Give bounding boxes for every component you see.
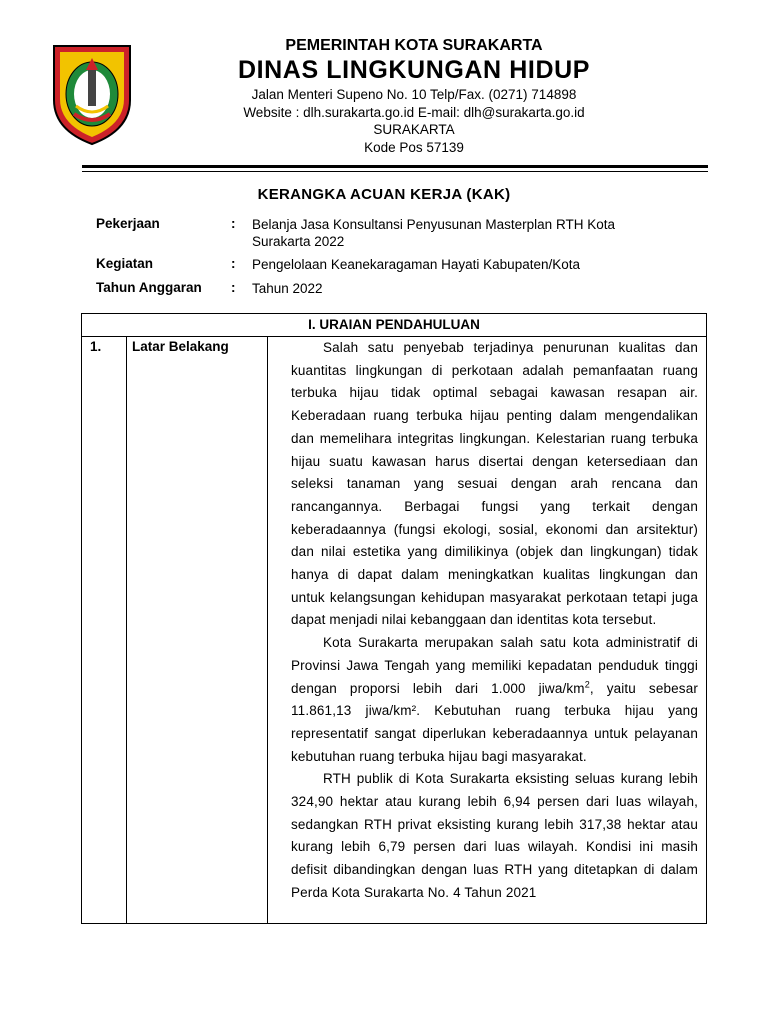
document-title: KERANGKA ACUAN KERJA (KAK) bbox=[257, 186, 511, 203]
kak-table bbox=[81, 313, 707, 924]
header-divider-thin bbox=[82, 171, 708, 172]
meta-value: Tahun 2022 bbox=[252, 281, 323, 296]
agency-name: DINAS LINGKUNGAN HIDUP bbox=[237, 56, 591, 84]
government-name: PEMERINTAH KOTA SURAKARTA bbox=[285, 37, 543, 54]
agency-address: Jalan Menteri Supeno No. 10 Telp/Fax. (0271) 714898 bbox=[251, 87, 577, 102]
row-content bbox=[268, 337, 707, 924]
meta-key: Kegiatan bbox=[96, 256, 154, 271]
paragraph-2 bbox=[291, 632, 698, 768]
meta-value: Pengelolaan Keanekaragaman Hayati Kabupaten/Kota bbox=[252, 257, 580, 272]
agency-web-email: Website : dlh.surakarta.go.id E-mail: dlh@surakarta.go.id bbox=[243, 105, 585, 120]
row-label: Latar Belakang bbox=[127, 337, 268, 924]
meta-key: Pekerjaan bbox=[96, 216, 160, 231]
superscript: 2 bbox=[584, 679, 590, 690]
table-row bbox=[82, 337, 707, 924]
paragraph-1: Salah satu penyebab terjadinya penurunan kualitas dan kuantitas lingkungan di perkotaan adalah pemanfaatan ruang terbuka hijau tidak optimal sebagai kawasan resapan air. Keberadaan ruang terbuka hijau penting dalam mengendalikan dan memelihara integritas lingkungan. Kelestarian ruang terbuka hijau suatu kawasan harus disertai dengan ketersediaan dan seleksi tanaman yang sesuai dengan arah rencana dan rancangannya. Berbagai fungsi yang terkait dengan keberadaannya (fungsi ekologi, sosial, ekonomi dan arsitektur) dan nilai estetika yang dimilikinya (objek dan lingkungan) tidak hanya di dapat dalam meningkatkan kualitas lingkungan dan untuk kelangsungan kehidupan masyarakat perkotaan tetapi juga dapat menjadi nilai kebanggaan dan identitas kota tersebut. bbox=[291, 340, 698, 628]
agency-city: SURAKARTA bbox=[373, 122, 455, 137]
agency-postal-code: Kode Pos 57139 bbox=[364, 140, 464, 155]
meta-colon: : bbox=[231, 216, 236, 231]
paragraph-3: RTH publik di Kota Surakarta eksisting seluas kurang lebih 324,90 hektar atau kurang lebih 6,94 persen dari luas wilayah, sedangkan RTH privat eksisting kurang lebih 317,38 hektar atau kurang lebih 6,79 persen dari luas wilayah. Kondisi ini masih defisit dibandingkan dengan luas RTH yang ditetapkan di dalam Perda Kota Surakarta No. 4 Tahun 2021 bbox=[291, 771, 698, 900]
paragraph-2-part-b: , yaitu sebesar 11.861,13 jiwa/km². Kebutuhan ruang terbuka hijau yang representatif sangat diperlukan keberadaannya untuk pelayanan kebutuhan ruang terbuka hijau bagi masyarakat. bbox=[291, 680, 699, 764]
paragraph-2-part-a: Kota Surakarta merupakan salah satu kota administratif di Provinsi Jawa Tengah yang memiliki kepadatan penduduk tinggi dengan proporsi lebih dari 1.000 jiwa/km bbox=[291, 635, 698, 696]
section-title: I. URAIAN PENDAHULUAN bbox=[82, 314, 707, 337]
meta-colon: : bbox=[231, 256, 236, 271]
surakarta-emblem-icon bbox=[50, 42, 134, 146]
header-divider-thick bbox=[82, 165, 708, 168]
meta-key: Tahun Anggaran bbox=[96, 280, 202, 295]
meta-colon: : bbox=[231, 280, 236, 295]
meta-value: Belanja Jasa Konsultansi Penyusunan Masterplan RTH Kota Surakarta 2022 bbox=[252, 217, 615, 249]
row-number: 1. bbox=[82, 337, 127, 924]
